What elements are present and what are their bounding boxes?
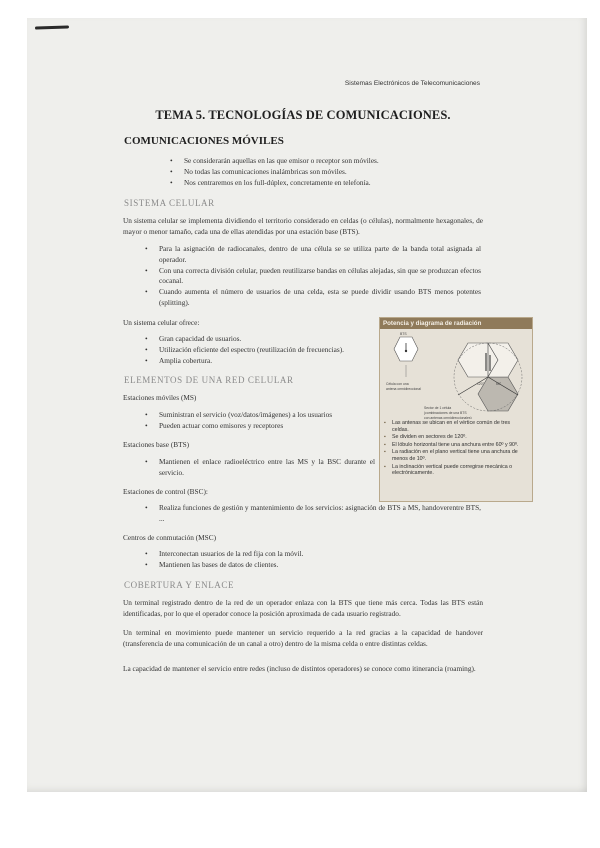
list-item: • Pueden actuar como emisores y receptores xyxy=(145,421,375,432)
angle-label: 60° xyxy=(496,382,502,386)
list-item: • Mantienen las bases de datos de clientes. xyxy=(145,560,445,571)
celular-bullet-list xyxy=(145,244,481,309)
cell-caption: antena omnidireccional xyxy=(386,387,421,391)
offers-list xyxy=(145,334,375,367)
list-item: • Nos centraremos en los full-dúplex, concretamente en telefonía. xyxy=(170,178,470,189)
document-title: TEMA 5. TECNOLOGÍAS DE COMUNICACIONES. xyxy=(155,108,451,122)
list-item: • Interconectan usuarios de la red fija con la móvil. xyxy=(145,549,445,560)
list-item: ▪ Las antenas se ubican en el vértice común de tres celdas. xyxy=(384,420,528,433)
radiation-figure xyxy=(379,317,533,502)
page-header: Sistemas Electrónicos de Telecomunicaciones xyxy=(344,80,480,87)
ms-list xyxy=(145,410,375,432)
paragraph: Un terminal en movimiento puede mantener un servicio requerido a la red gracias a la capacidad de handover (transferencia de una comunicación de un canal a otro) dentro de la misma celda o entre distintas celdas. xyxy=(123,628,483,648)
bts-list xyxy=(145,457,375,479)
section-heading-celular: SISTEMA CELULAR xyxy=(124,198,215,208)
sector-caption: Sector de 1 célula xyxy=(424,406,452,410)
bts-label: BTS xyxy=(400,332,407,336)
msc-list xyxy=(145,549,445,571)
list-item: • Utilización eficiente del espectro (reutilización de frecuencias). xyxy=(145,345,375,356)
list-item: ▪ La radiación en el plano vertical tiene una anchura de menos de 10º. xyxy=(384,449,528,462)
cell-caption: Célula con una xyxy=(386,382,409,386)
list-item: • Mantienen el enlace radioeléctrico entre las MS y la BSC durante el servicio. xyxy=(145,457,375,478)
list-item: ▪ Se dividen en sectores de 120º. xyxy=(384,434,528,441)
list-item: • Para la asignación de radiocanales, dentro de una célula se se utiliza parte de la banda total asignada al operador. xyxy=(145,244,481,265)
bsc-list xyxy=(145,503,481,525)
figure-title: Potencia y diagrama de radiación xyxy=(380,318,532,329)
list-item: • Cuando aumenta el número de usuarios de una celda, esta se puede dividir usando BTS menos potentes (splitting). xyxy=(145,287,481,308)
ms-label: Estaciones móviles (MS) xyxy=(123,393,197,402)
list-item: • Suministran el servicio (voz/datos/imágenes) a los usuarios xyxy=(145,410,375,421)
list-item: ▪ El lóbulo horizontal tiene una anchura entre 60º y 90º. xyxy=(384,442,528,449)
angle-label: 120° xyxy=(477,382,485,386)
sector-caption: (combinaciones de una BTS xyxy=(424,411,467,415)
bsc-label: Estaciones de control (BSC): xyxy=(123,487,208,496)
list-item: • Con una correcta división celular, pueden reutilizarse bandas en células alejadas, sin que se produzcan efectos cocanal. xyxy=(145,266,481,287)
paragraph: La capacidad de mantener el servicio entre redes (incluso de distintos operadores) se conoce como itinerancia (roaming). xyxy=(123,664,476,673)
list-item: • Amplia cobertura. xyxy=(145,356,375,367)
list-item: • Realiza funciones de gestión y mantenimiento de los servicios: asignación de BTS a MS, handoverentre BTS, ... xyxy=(145,503,481,524)
antenna-base-icon xyxy=(405,350,407,352)
intro-bullet-list xyxy=(170,156,470,189)
offers-label: Un sistema celular ofrece: xyxy=(123,318,200,327)
section-heading-red: ELEMENTOS DE UNA RED CELULAR xyxy=(124,375,294,385)
figure-bullet-list xyxy=(384,420,528,478)
msc-label: Centros de conmutación (MSC) xyxy=(123,533,217,542)
sector-caption: con antenas omnidireccionales) xyxy=(424,416,472,419)
list-item: • Se considerarán aquellas en las que emisor o receptor son móviles. xyxy=(170,156,470,167)
section-heading-cobertura: COBERTURA Y ENLACE xyxy=(124,580,235,590)
paragraph: Un sistema celular se implementa dividiendo el territorio considerado en celdas (o células), normalmente hexagonales, de mayor o menor tamaño, cada una de ellas atendidas por una estación base (BTS). xyxy=(123,216,483,236)
list-item: ▪ La inclinación vertical puede corregirse mecánica o electrónicamente. xyxy=(384,464,528,477)
document-subtitle: COMUNICACIONES MÓVILES xyxy=(124,135,284,147)
list-item: • No todas las comunicaciones inalámbricas son móviles. xyxy=(170,167,470,178)
radiation-diagram xyxy=(380,329,532,419)
bts-label: Estaciones base (BTS) xyxy=(123,440,190,449)
list-item: • Gran capacidad de usuarios. xyxy=(145,334,375,345)
paragraph: Un terminal registrado dentro de la red de un operador enlaza con la BTS que tiene más cerca. Todas las BTS están identificadas, por lo que el operador conoce la posición aproximada de cada usuario registrado. xyxy=(123,598,483,618)
